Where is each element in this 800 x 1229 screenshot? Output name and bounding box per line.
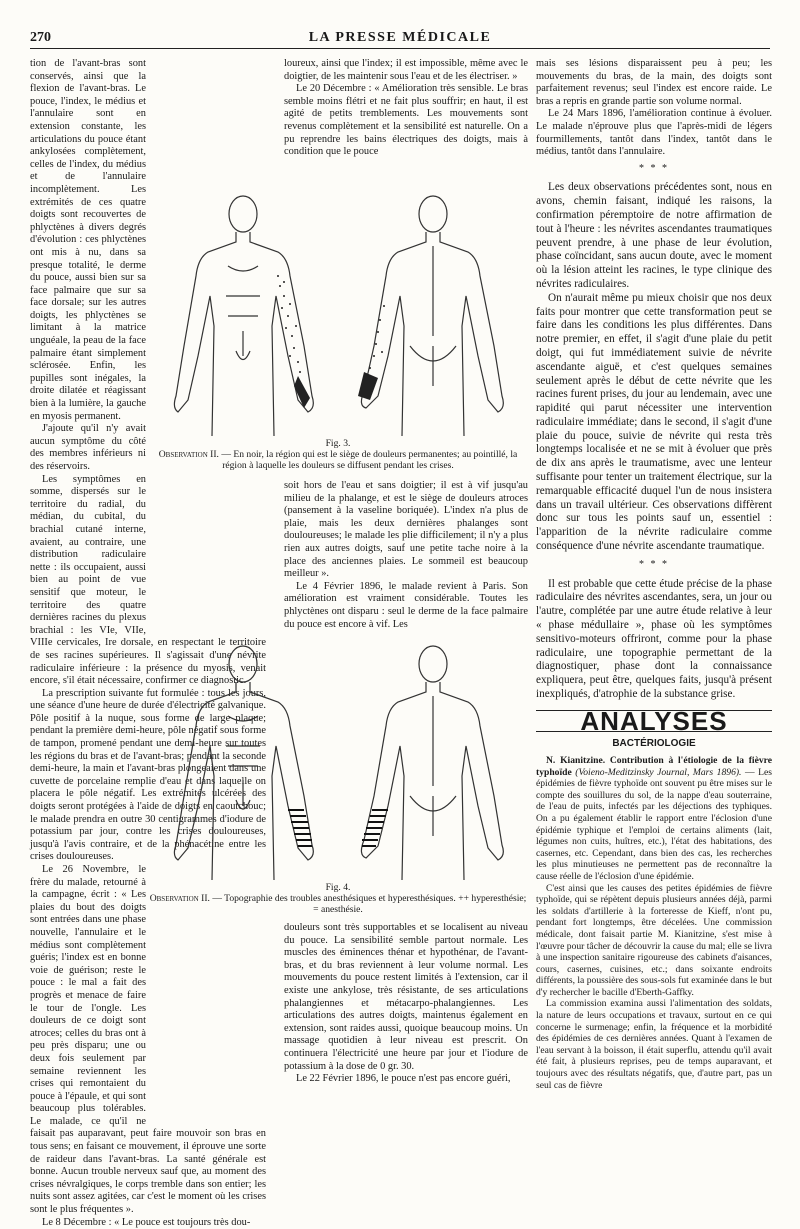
anatomy-figure-3: [148, 186, 528, 436]
analysis-title: Contribution à l'étiologie de la fièvre typhoïde: [536, 755, 772, 778]
paragraph: Il est probable que cette étude précise de la phase radiculaire des névrites ascendantes, sera, un jour ou l'autre, complétée par une autre étude relative à leur « phase médullaire », phase où les symptômes sensitivo-moteurs offriront, comme pour la phase radiculaire, une topographie permettant de la diagnostiquer, phase dont la connaissance expliquera, peut être, quelques faits, jusqu'à présent inexpliqués, d'atrophie de la substance grise.: [536, 577, 772, 701]
paragraph: douleurs sont très supportables et se localisent au niveau du pouce. La sensibilité semble partout normale. Les muscles des éminences thénar et hypothénar, de l'avant-bras, et du bras reviennent à leur volume normal. Les mouvements du pouce restent limités à l'extension, car il existe une ankylose, très résistante, de ses articulations phalangiennes et métacarpo-phalangiennes. Les articulations des autres doigts, maintenus également en extension, sont raides aussi, quoique beaucoup moins. Un massage quotidien à leur niveau est prescrit. On continuera l'électricité une heure par jour et l'iodure de potassium à la dose de 0 gr. 30.: [284, 922, 528, 1072]
paragraph: J'ajoute qu'il n'y avait aucun symptôme du côté des membres inférieurs ni des réservoirs.: [30, 423, 146, 472]
paragraph: tion de l'avant-bras sont conservés, ainsi que la flexion de l'avant-bras. Le pouce, l'index, le médius et l'annulaire sont en extension constante, les articulations du pouce étant ankylosées complètement, celles de l'index, du médius et de l'annulaire incomplètement. Les extrémités de ces quatre doigts sont recouvertes de phlyctènes à divers degrés d'évolution : ces phlyctènes ont mis à nu, dans sa presque totalité, le derme du pouce, aussi bien sur sa face palmaire que sur sa face dorsale; sur les autres doigts, les phlyctènes se limitant à la matrice unguéale, la peau de la face palmaire étant simplement sclérosée. Enfin, les pupilles sont inégales, la droite dilatée et réagissant bien à la lumière, la gauche en myosis permanent.: [30, 58, 146, 422]
figure-4-caption: [148, 882, 528, 915]
column-2-middle: [284, 480, 528, 630]
paragraph: Le 24 Mars 1896, l'amélioration continue à évoluer. Le malade n'éprouve plus que l'après-midi de légers fourmillements, tantôt dans l'index, tantôt dans le médius, tantôt dans l'annulaire.: [536, 108, 772, 158]
caption-text: — En noir, la région qui est le siège de douleurs permanentes; au pointillé, la région à laquelle les douleurs se diffusent pendant les crises.: [221, 449, 518, 471]
paragraph: Les deux observations précédentes sont, nous en avons, chemin faisant, indiqué les raisons, la confirmation péremptoire de notre affirmation de tout à l'heure : les névrites ascendantes traumatiques peuvent prendre, à une phase de leur évolution, phase coïncidant, sans aucun doute, avec le moment où la lésion atteint les racines, le type clinique des névrites radiculaires.: [536, 181, 772, 290]
column-3: [536, 58, 772, 1100]
conclusion-text: [536, 181, 772, 701]
paragraph: On n'aurait même pu mieux choisir que nos deux faits pour montrer que cette transformation peut se faire dans les conditions les plus différentes. Dans notre premier, en effet, il s'agit d'une plaie du petit doigt, qui fut immédiatement suivie de névrite ascendante aiguë, et c'est quelques semaines seulement après le début de cette névrite que les racines furent prises, du jour au lendemain, avec une rapidité qui parut nécessiter une intervention radiculaire immédiate; dans le second, il s'agit d'une plaie du pouce, suivie de névrite qui resta très longtemps localisée et ne se mit à évoluer que près de dix ans après le traumatisme, avec une lenteur suffisante pour tenter un traitement électrique, sur la remarquable efficacité duquel l'un de nous insistera dans un travail ultérieur. Ces observations diffèrent donc sur tous les points sauf un, essentiel : l'apparition de la névrite radiculaire comme conséquence d'une névrite ascendante traumatique.: [536, 291, 772, 553]
caption-head: Observation II.: [149, 893, 210, 904]
journal-title: LA PRESSE MÉDICALE: [308, 30, 492, 45]
figure-3-caption: [148, 438, 528, 471]
caption-text: — Topographie des troubles anesthésiques et hyperesthésiques. ++ hyperesthésie; = anesthésie.: [212, 893, 527, 915]
separator-stars: * * *: [639, 558, 669, 570]
column-2-bottom: [284, 922, 528, 1098]
caption-head: Observation II.: [158, 449, 219, 460]
paragraph: Les symptômes en somme, dispersés sur le territoire du radial, du médian, du cubital, du brachial cutané interne, avaient, au contraire, une distribution radiculaire nette : ils occupaient, aussi bien au point de vue sensitif que moteur, le territoire des quatre dernières racines du plexus brachial : les VIe, VIIe, VIIIe cervicales, Ire dorsale, en respectant le territoire de ses racines supérieures. Il s'agissait d'une névrite radiculaire inférieure : la présence du myosis, venait encore, s'il était nécessaire, confirmer ce diagnostic.: [30, 473, 266, 687]
paragraph: Le 22 Février 1896, le pouce n'est pas encore guéri,: [296, 1073, 511, 1085]
column-2-top: [284, 58, 528, 186]
figure-3: [148, 186, 528, 436]
paragraph: mais ses lésions disparaissent peu à peu; les mouvements du bras, de la main, des doigts sont parfaitement revenus; seul l'index est encore raide. Le bras a repris en grande partie son volume normal.: [536, 58, 772, 107]
paragraph: Le 4 Février 1896, le malade revient à Paris. Son amélioration est vraiment considérable. Toutes les phlyctènes ont disparu : seul le derme de la face palmaire du pouce est encore à vif. Les: [284, 580, 528, 630]
paragraph: loureux, ainsi que l'index; il est impossible, même avec le doigtier, de les maintenir sous l'eau et de les électriser. »: [284, 58, 528, 82]
separator-stars: * * *: [639, 162, 669, 174]
paragraph: Le 20 Décembre : « Amélioration très sensible. Le bras semble moins flétri et ne fait plus souffrir; en haut, il est agité de petits tremblements. Les mouvements sont revenus complètement et la sensibilité est naturelle. On a pu reprendre les bains électriques des doigts, mais à condition que le pouce: [284, 83, 528, 158]
section-rubric: BACTÉRIOLOGIE: [612, 738, 696, 750]
anatomy-figure-4: [148, 640, 528, 880]
paragraph: soit hors de l'eau et sans doigtier; il est à vif jusqu'au milieu de la phalange, et est le siège de douleurs atroces (pansement à la vaseline boriquée). L'index n'a plus de plaie, mais les deux dernières phalanges sont douloureuses; le malade les plie difficilement; il n'y a plus rien aux autres doigts, sauf une petite tache noire à la place des anciennes plaies. Le sommeil est beaucoup meilleur ».: [284, 480, 528, 580]
paragraph: Le 8 Décembre : « Le pouce est toujours très dou-: [42, 1216, 251, 1228]
analysis-source: (Voieno-Meditzinsky Journal, Mars 1896).: [575, 766, 742, 778]
analysis-paragraph: La commission examina aussi l'alimentation des soldats, la nature de leurs occupations et travaux, surtout en ce qui concerne le surmenage; enfin, la fréquence et la morbidité des épidémies de ces dernières années. Quant à l'examen de l'eau servant à la boisson, il était superflu, attendu qu'il avait été fait, à plusieurs reprises, peu de temps auparavant, et toujours avec des résultats négatifs, que, d'autre part, pas un seul cas de fièvre: [536, 998, 772, 1091]
page-number: 270: [30, 30, 51, 45]
analysis-paragraph: C'est ainsi que les causes des petites épidémies de fièvre typhoïde, qui se répètent depuis plusieurs années déjà, parmi les soldats d'artillerie à la forteresse de Kieff, n'ont pu, pendant fort longtemps, être décelées. Une commission médicale, dont faisait partie M. Kianitzine, s'est mise à l'œuvre pour tâcher de découvrir la cause du mal; elle se livra à une inspection sanitaire rigoureuse des cabinets d'aisances, cours, casernes, cuisines, etc.; dans soixante endroits différents, la poussière des sous-sols fut examinée dans le but d'y rechercher le bacille d'Eberth-Gaffky.: [536, 882, 772, 998]
analysis-author: N. Kianitzine.: [546, 755, 606, 767]
section-title: ANALYSES: [536, 710, 772, 733]
analysis-entry: [536, 755, 772, 1091]
figure-label: Fig. 4.: [325, 882, 351, 893]
paragraph: Le 26 Novembre, le frère du malade, retourné à la campagne, écrit : « Les plaies du bout des doigts sont entrées dans une phase nouvelle, l'annulaire et le médius sont complètement guéris; l'index est en bonne voie de guérison; reste le pouce : le mal a fait des progrès et menace de faire le tour de l'ongle. Les douleurs de ce doigt sont atroces; celles du bras ont à peu près disparu; une ou deux fois seulement par semaine reviennent les crises qui remontaient du pouce à l'épaule, et qui sont beaucoup plus tolérables. Le malade, ce qu'il ne faisait pas auparavant, peut faire mouvoir son bras en tous sens; en faisant ce mouvement, il éprouve une sorte de raideur dans l'avant-bras. La santé générale est bonne. Aucun trouble nerveux sauf que, au moment des crises névralgiques, le corps tremble dans son entier; les nuits sont assez agitées, car c'est le moment où les crises sont le plus fréquentes ».: [30, 864, 266, 1216]
analysis-paragraph: — Les épidémies de fièvre typhoïde ont souvent pu être mises sur le compte des souillures du sol, de la nappe d'eau souterraine, de l'eau de puits, infectés par les déjections des typhiques. On a pu également établir le rapport entre l'éclosion d'une épidémie typhique et l'emploi de certains aliments (lait, légumes non cuits, huîtres, etc.), l'état des habitations, des casernes, etc. Cependant, dans bien des cas, les recherches les plus minutieuses ne permettent pas de reconnaître la cause réelle de l'éclosion d'une épidémie.: [536, 766, 772, 882]
figure-label: Fig. 3.: [325, 438, 351, 449]
paragraph: La prescription suivante fut formulée : tous les jours, une séance d'une heure de durée d'électricité galvanique. Pôle positif à la nuque, sous forme de large plaque; pendant la première demi-heure, pôle négatif sous forme de tampon, promené pendant une demi-heure sur toutes les régions du bras et de l'avant-bras; pendant la seconde demi-heure, la main et l'avant-bras plongeaient dans une cuvette de porcelaine remplie d'eau et dans laquelle on placera le pôle négatif. Les extrémités ulcérées des doigts seront protégées à l'aide de doigts en caoutchouc; le malade prendra en outre 30 centigrammes d'iodure de potassium par jour, contre les crises douloureuses, jusqu'à l'avis contraire, et de la phénacétine entre les crises douloureuses.: [30, 687, 266, 863]
running-header: [30, 28, 770, 49]
figure-4: [148, 640, 528, 880]
